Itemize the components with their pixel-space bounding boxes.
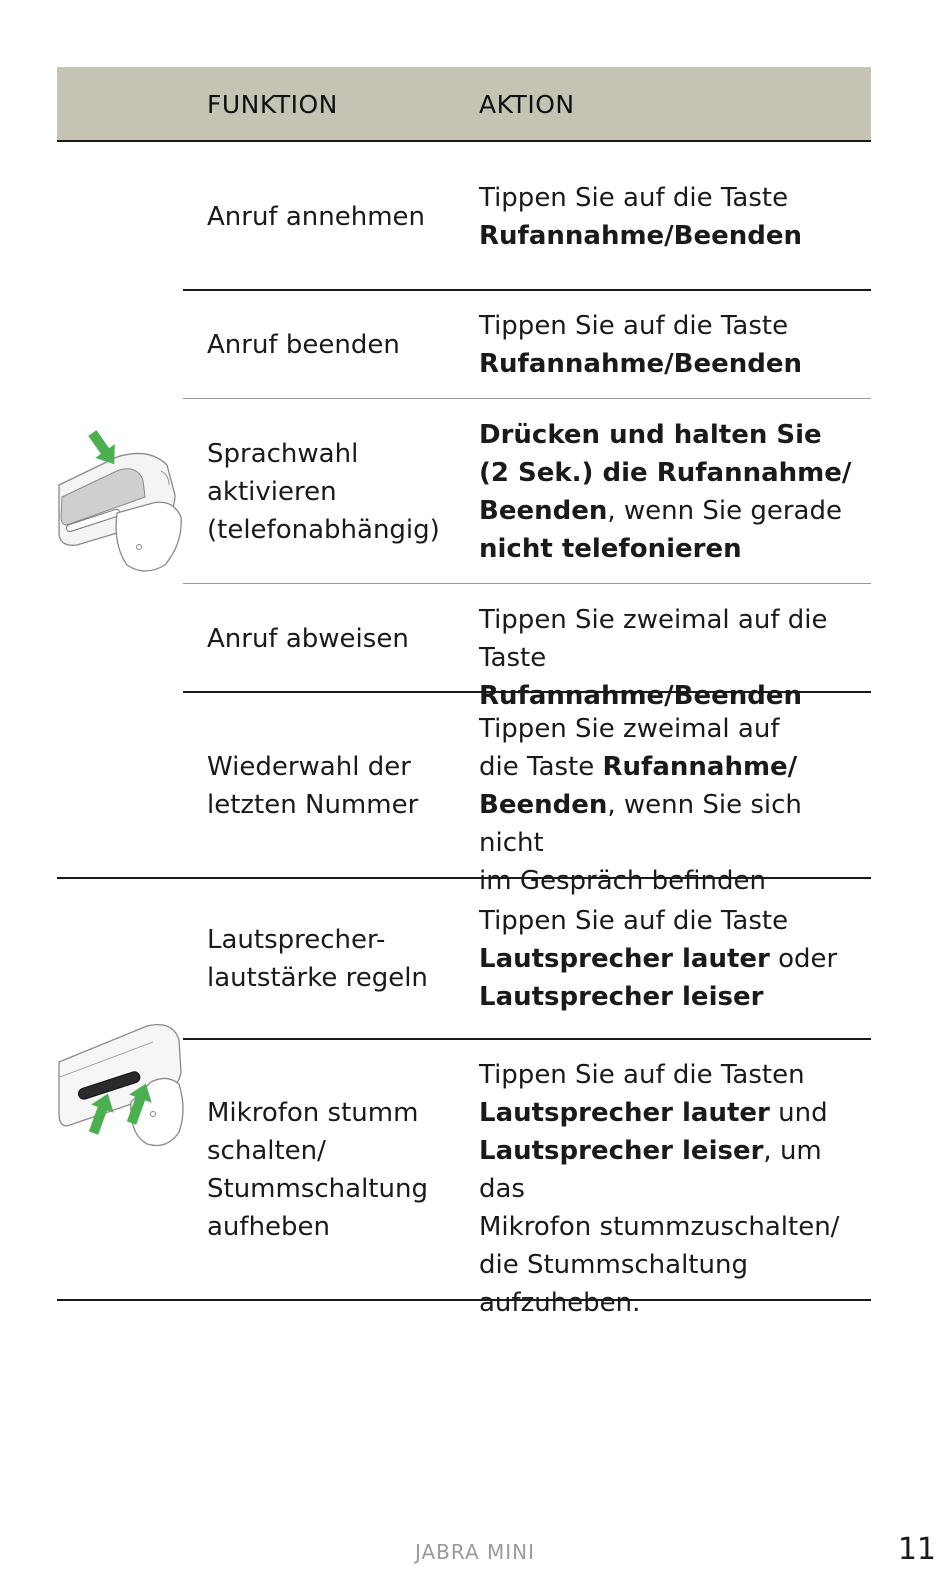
action-text: , um das: [479, 1136, 822, 1204]
page-number: 11: [897, 1532, 936, 1567]
action-text: Tippen Sie auf die Taste: [479, 183, 789, 213]
header-action: AKTION: [479, 90, 575, 119]
table-header: [57, 67, 871, 142]
action-key-label: Drücken und halten Sie: [479, 420, 822, 450]
function-label: Sprachwahl: [207, 439, 359, 469]
function-cell: [207, 620, 467, 658]
function-label: Anruf abweisen: [207, 624, 409, 654]
function-cell: [207, 921, 467, 997]
headset-top-button-press-icon: [57, 425, 187, 580]
function-label: schalten/: [207, 1136, 326, 1166]
action-text: die Stummschaltung: [479, 1250, 748, 1280]
function-label: Wiederwahl der: [207, 752, 411, 782]
action-text: Tippen Sie zweimal auf: [479, 714, 780, 744]
action-key-label: Beenden: [479, 790, 608, 820]
action-cell: [479, 902, 869, 1016]
action-text: Tippen Sie auf die Taste: [479, 311, 789, 341]
function-cell: [207, 435, 467, 549]
row-divider: [183, 583, 871, 584]
function-label: Anruf annehmen: [207, 202, 426, 232]
function-label: Anruf beenden: [207, 330, 400, 360]
function-label: (telefonabhängig): [207, 515, 440, 545]
header-function: FUNKTION: [207, 90, 338, 119]
action-key-label: Rufannahme/Beenden: [479, 681, 803, 711]
action-key-label: Lautsprecher lauter: [479, 944, 770, 974]
action-text: Taste: [479, 643, 547, 673]
function-label: Mikrofon stumm: [207, 1098, 419, 1128]
function-label: aktivieren: [207, 477, 337, 507]
action-cell: [479, 416, 869, 568]
action-text: oder: [769, 944, 838, 974]
function-cell: [207, 748, 467, 824]
action-key-label: Rufannahme/Beenden: [479, 221, 803, 251]
action-key-label: Rufannahme/: [602, 752, 798, 782]
function-cell: [207, 198, 467, 236]
function-cell: [207, 1094, 467, 1246]
action-cell: [479, 710, 869, 900]
function-label: lautstärke regeln: [207, 963, 428, 993]
action-key-label: Rufannahme/: [656, 458, 852, 488]
action-text: und: [769, 1098, 828, 1128]
action-text: , wenn Sie sich nicht: [479, 790, 802, 858]
function-label: Stummschaltung: [207, 1174, 428, 1204]
action-key-label: Lautsprecher leiser: [479, 1136, 764, 1166]
action-text: Tippen Sie auf die Tasten: [479, 1060, 805, 1090]
action-cell: [479, 1056, 869, 1322]
action-cell: [479, 601, 869, 715]
action-text: Tippen Sie auf die Taste: [479, 906, 789, 936]
action-text: , wenn Sie gerade: [607, 496, 842, 526]
action-text: im Gespräch befinden: [479, 866, 767, 896]
headset-volume-buttons-press-icon: [57, 1022, 187, 1147]
action-key-label: (2 Sek.) die: [479, 458, 657, 488]
action-key-label: Lautsprecher lauter: [479, 1098, 770, 1128]
action-text: die Taste: [479, 752, 603, 782]
action-key-label: nicht telefonieren: [479, 534, 742, 564]
action-cell: [479, 307, 869, 383]
function-label: letzten Nummer: [207, 790, 419, 820]
footer-product-name: JABRA MINI: [414, 1540, 536, 1564]
function-label: aufheben: [207, 1212, 331, 1242]
row-divider: [183, 398, 871, 399]
action-text: aufzuheben.: [479, 1288, 641, 1318]
action-cell: [479, 179, 869, 255]
function-table: [57, 67, 871, 142]
action-text: Tippen Sie zweimal auf die: [479, 605, 828, 635]
row-divider: [183, 289, 871, 291]
function-label: Lautsprecher-: [207, 925, 386, 955]
row-divider: [183, 1038, 871, 1040]
action-key-label: Lautsprecher leiser: [479, 982, 764, 1012]
action-key-label: Rufannahme/Beenden: [479, 349, 803, 379]
action-text: Mikrofon stummzuschalten/: [479, 1212, 840, 1242]
action-key-label: Beenden: [479, 496, 608, 526]
function-cell: [207, 326, 467, 364]
